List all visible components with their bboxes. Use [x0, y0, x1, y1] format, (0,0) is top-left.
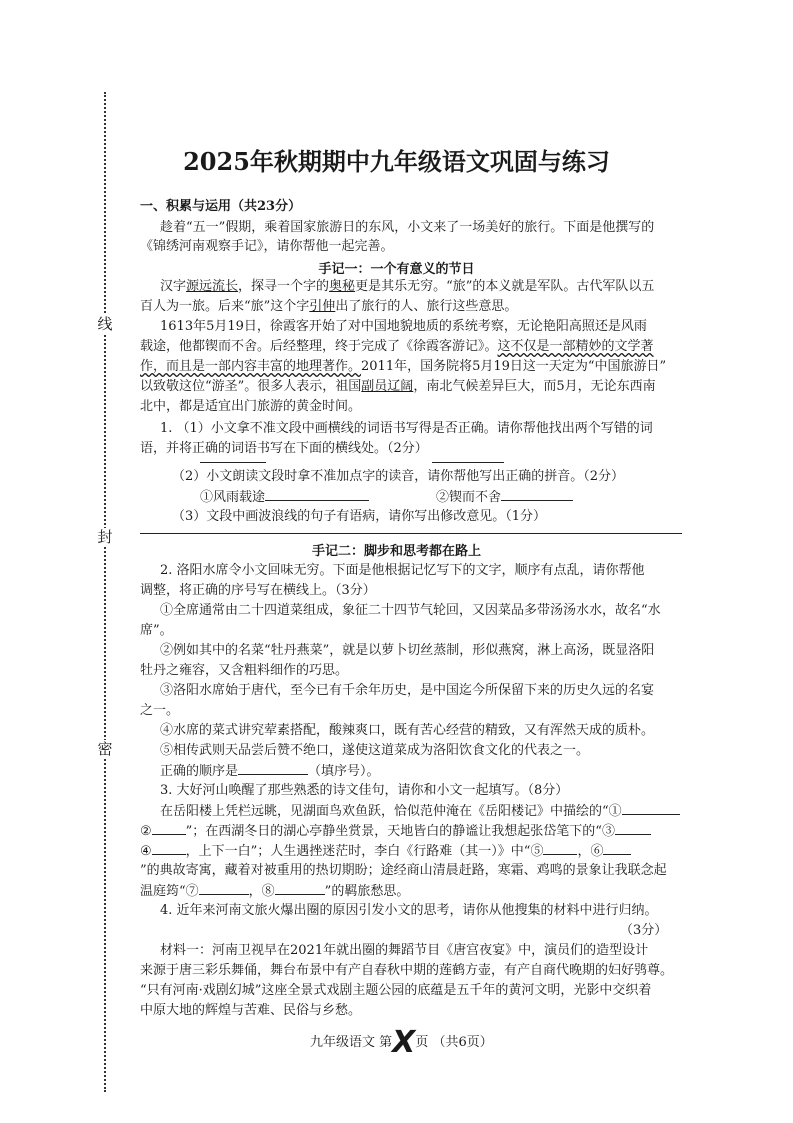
material-1-line-1: 材料一：河南卫视早在2021年就出圈的舞蹈节目《唐宫夜宴》中，演员们的造型设计 [160, 943, 649, 958]
question-1-line-1: 1. （1）小文拿不准文段中画横线的词语书写得是否正确。请你帮他找出两个写错的词 [160, 421, 653, 436]
passage-line-4: 载途，他都锲而不舍。后经整理，终于完成了《徐霞客游记》。这不仅是一部精妙的文学著 [140, 339, 654, 354]
poem-blank-5[interactable] [543, 842, 577, 855]
sentence-1-line-2: 席”。 [140, 623, 173, 638]
wavy-sentence-part-1: 这不仅是一部精妙的文学著 [497, 339, 654, 354]
handwritten-x-mark: X [392, 1025, 416, 1060]
pinyin-item-1: ①风雨载途 [200, 488, 369, 506]
margin-label-seal: 封 [97, 528, 113, 546]
pinyin-blank-2[interactable] [501, 488, 573, 501]
passage-line-3: 1613年5月19日，徐霞客开始了对中国地貌地质的系统考察，无论艳阳高照还是风雨 [160, 319, 647, 334]
underlined-word-4: 副员辽阔 [361, 379, 414, 394]
question-1-part-2: （2）小文朗读文段时拿不准加点字的读音，请你帮他写出正确的拼音。（2分） [172, 469, 625, 484]
sentence-3-line-1: ③洛阳水席始于唐代，至今已有千余年历史，是中国迄今所保留下来的历史久远的名宴 [160, 683, 655, 698]
poem-blank-1[interactable] [622, 802, 680, 815]
underlined-word-3: 引伸 [309, 299, 336, 314]
question-2-line-1: 2. 洛阳水席令小文回味无穷。下面是他根据记忆写下的文字，顺序有点乱，请你帮他 [160, 563, 645, 578]
section-heading: 一、积累与运用（共23分） [140, 199, 302, 214]
order-answer-blank[interactable] [238, 762, 308, 775]
sentence-5: ⑤相传武则天品尝后赞不绝口，遂使这道菜成为洛阳饮食文化的代表之一。 [160, 743, 590, 758]
question-4-score: （3分） [620, 923, 668, 938]
poem-blank-6[interactable] [603, 842, 631, 855]
poem-blank-8[interactable] [275, 882, 325, 895]
margin-label-secret: 密 [97, 740, 113, 758]
underlined-word-2: 奥秘 [329, 279, 356, 294]
binding-margin-line [104, 92, 106, 1092]
answer-blank-1[interactable] [200, 462, 266, 463]
question-3-line-1: 3. 大好河山唤醒了那些熟悉的诗文佳句，请你和小文一起填写。（8分） [160, 783, 569, 798]
passage-line-5: 作，而且是一部内容丰富的地理著作。2011年，国务院将5月19日这一天定为“中国旅游日” [140, 359, 667, 374]
footer-subject: 九年级语文 [310, 1035, 376, 1050]
question-3-line-6: 温庭筠“⑦ ，⑧ ”的羁旅愁思。 [140, 884, 410, 899]
order-answer-row: 正确的顺序是 （填序号）。 [160, 764, 380, 779]
material-1-line-3: “只有河南·戏剧幻城”这座全景式戏剧主题公园的底蕴是五千年的黄河文明，光影中交织着 [140, 983, 652, 998]
answer-blank-2[interactable] [432, 462, 504, 463]
question-3-line-4: ④ ，上下一白”；人生遇挫迷茫时，李白《行路难（其一）》中“⑤ ，⑥ [140, 842, 631, 860]
sentence-4: ④水席的菜式讲究荤素搭配，酸辣爽口，既有苦心经营的精致，又有浑然天成的质朴。 [160, 723, 655, 738]
question-1-line-2: 语，并将正确的词语书写在下面的横线处。（2分） [140, 441, 428, 456]
passage-line-6: 以致敬这位“游圣”。很多人表示，祖国副员辽阔，南北气候差异巨大，而5月，无论东西南 [140, 379, 656, 394]
material-1-line-4: 中原大地的辉煌与苦难、民俗与乡愁。 [140, 1003, 362, 1018]
sentence-2-line-1: ②例如其中的名菜“牡丹燕菜”，就是以萝卜切丝蒸制，形似燕窝，淋上高汤，既显洛阳 [160, 643, 655, 658]
pinyin-blank-1[interactable] [265, 488, 369, 501]
poem-blank-3[interactable] [615, 822, 651, 835]
note1-title: 手记一：一个有意义的节日 [318, 262, 475, 277]
intro-line-1: 趁着“五一”假期，乘着国家旅游日的东风，小文来了一场美好的旅行。下面是他撰写的 [160, 220, 655, 235]
note2-title: 手记二：脚步和思考都在路上 [311, 544, 481, 559]
answer-line-revision[interactable] [140, 533, 682, 534]
question-3-line-2: 在岳阳楼上凭栏远眺，见湖面鸟欢鱼跃，恰似范仲淹在《岳阳楼记》中描绘的“① [160, 802, 680, 820]
question-3-line-5: ”的典故寄寓，藏着对被重用的热切期盼；途经商山清晨赶路，寒霜、鸡鸣的景象让我联念起 [140, 863, 667, 878]
question-4-line-1: 4. 近年来河南文旅火爆出圈的原因引发小文的思考，请你从他搜集的材料中进行归纳。 [160, 903, 658, 918]
sentence-3-line-2: 之一。 [140, 703, 180, 718]
footer-total-pages: （共6页） [432, 1035, 493, 1050]
page-footer: 九年级语文 第X页 （共6页） [310, 1025, 493, 1060]
poem-blank-2[interactable] [152, 822, 186, 835]
passage-line-2: 百人为一旅。后来“旅”这个字引伸出了旅行的人、旅行这些意思。 [140, 299, 518, 314]
pinyin-item-2: ②锲而不舍 [436, 488, 573, 506]
page-title: 2025年秋期期中九年级语文巩固与练习 [183, 147, 610, 176]
margin-label-line: 线 [97, 315, 113, 333]
poem-blank-4[interactable] [152, 842, 186, 855]
underlined-word-1: 源远流长 [186, 279, 239, 294]
question-3-line-3: ② ”；在西湖冬日的湖心亭静坐赏景，天地皆白的静谧让我想起张岱笔下的“③ [140, 822, 651, 840]
question-1-part-3: （3）文段中画波浪线的句子有语病，请你写出修改意见。（1分） [172, 509, 547, 524]
wavy-sentence-part-2: 作，而且是一部内容丰富的地理著作。 [140, 359, 362, 374]
question-2-line-2: 调整，将正确的序号写在横线上。（3分） [140, 583, 376, 598]
passage-line-7: 北中，都是适宜出门旅游的黄金时间。 [140, 399, 362, 414]
material-1-line-2: 来源于唐三彩乐舞俑，舞台布景中有产自春秋中期的莲鹤方壶，有产自商代晚期的妇好鸮尊。 [140, 963, 674, 978]
sentence-1-line-1: ①全席通常由二十四道菜组成，象征二十四节气轮回，又因菜品多带汤汤水水，故名“水 [160, 603, 661, 618]
poem-blank-7[interactable] [199, 882, 249, 895]
passage-line-1: 汉字源远流长，探寻一个字的奥秘更是其乐无穷。“旅”的本义就是军队。古代军队以五 [160, 279, 655, 294]
intro-line-2: 《锦绣河南观察手记》，请你帮他一起完善。 [140, 239, 394, 254]
sentence-2-line-2: 牡丹之雍容，又含粗料细作的巧思。 [140, 663, 349, 678]
